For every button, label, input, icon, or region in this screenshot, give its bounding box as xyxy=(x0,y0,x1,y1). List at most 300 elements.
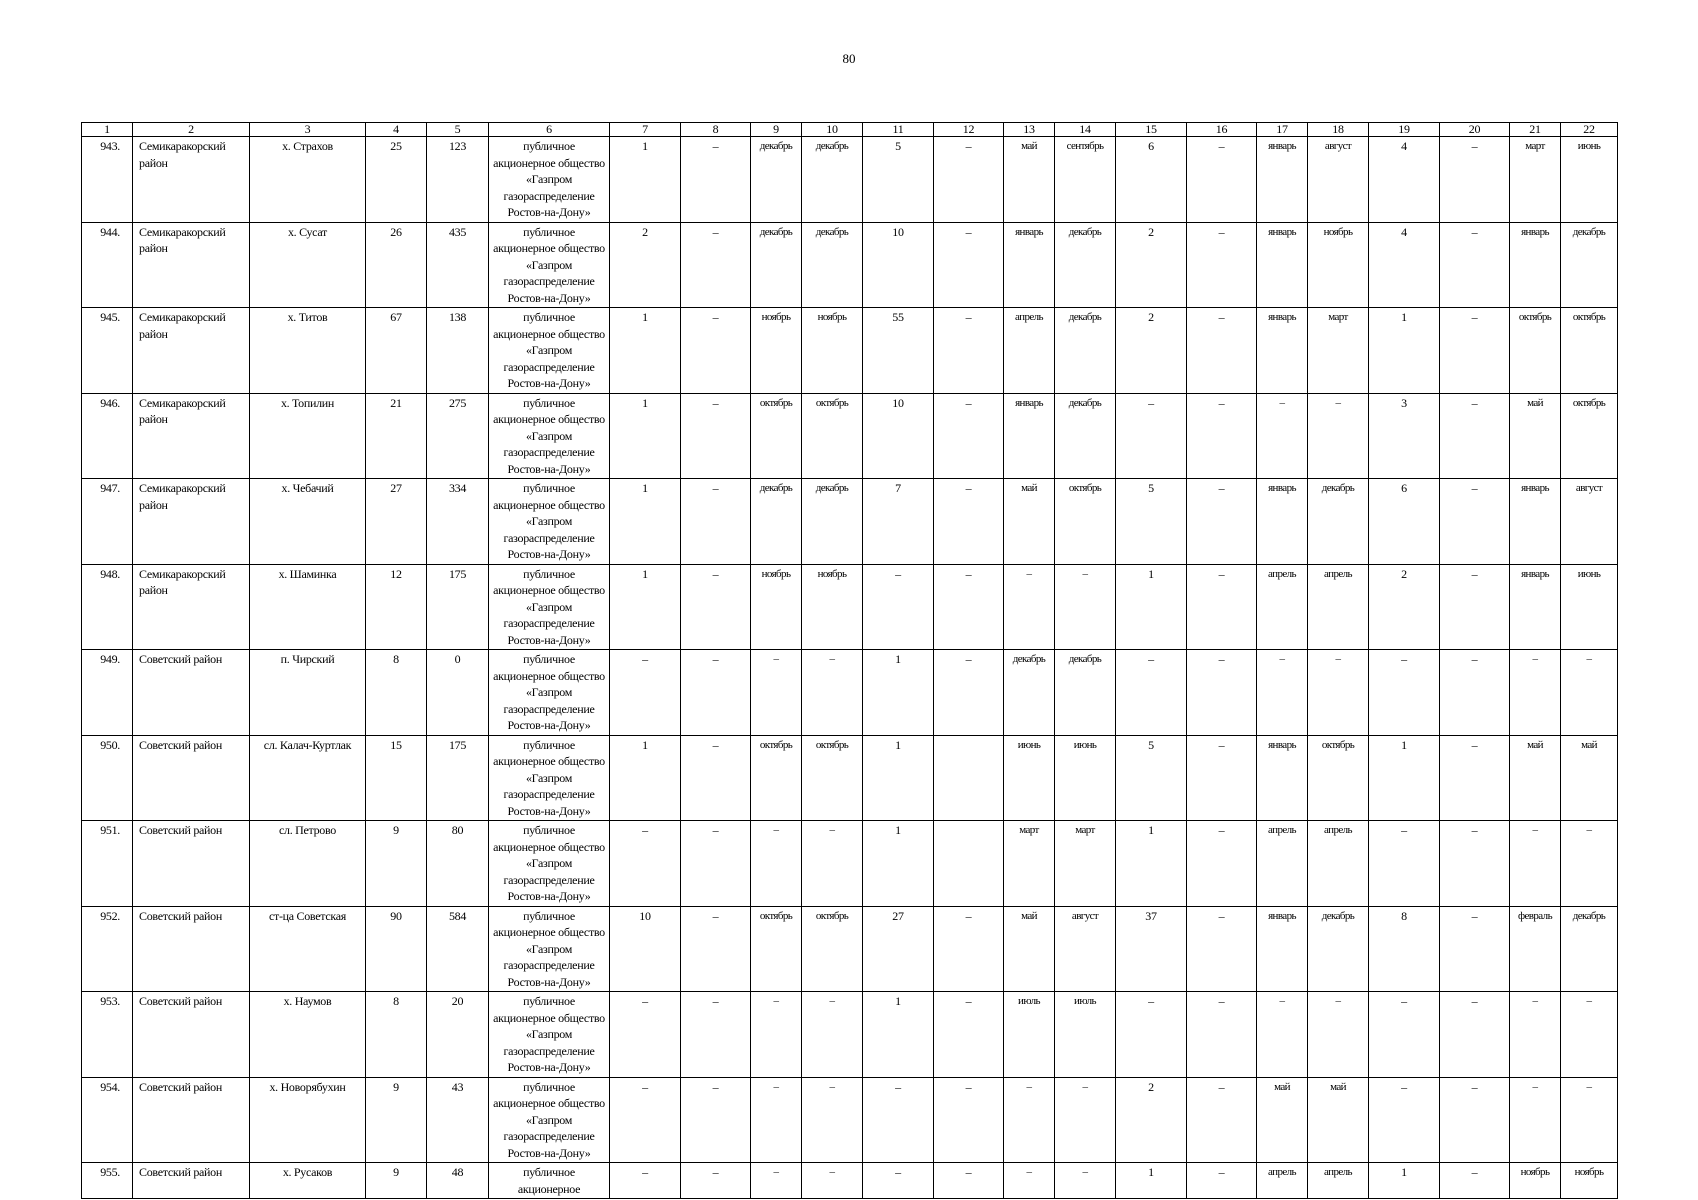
table-cell: ноябрь xyxy=(1510,1163,1561,1199)
table-cell: публичное акционерное общество «Газпром газораспределение Ростов-на-Дону» xyxy=(489,564,610,650)
table-cell: май xyxy=(1510,393,1561,479)
data-table xyxy=(81,122,1618,1199)
table-cell: х. Наумов xyxy=(250,992,366,1078)
table-cell: февраль xyxy=(1510,906,1561,992)
table-cell: Семикаракорский район xyxy=(133,222,250,308)
table-cell: январь xyxy=(1510,222,1561,308)
column-number: 18 xyxy=(1308,123,1369,137)
table-cell: сл. Калач-Куртлак xyxy=(250,735,366,821)
table-cell: Советский район xyxy=(133,992,250,1078)
table-cell: 1 xyxy=(610,564,681,650)
table-cell: 8 xyxy=(1369,906,1440,992)
table-cell: 1 xyxy=(1369,1163,1440,1199)
table-cell: – xyxy=(681,821,751,907)
table-cell: октябрь xyxy=(802,393,863,479)
table-row xyxy=(82,1077,1618,1163)
table-cell: декабрь xyxy=(1055,222,1116,308)
table-cell: июль xyxy=(1055,992,1116,1078)
table-cell: – xyxy=(1440,393,1510,479)
table-cell: 1 xyxy=(863,735,934,821)
table-row xyxy=(82,821,1618,907)
table-cell: январь xyxy=(1257,735,1308,821)
table-cell: – xyxy=(802,821,863,907)
table-cell: – xyxy=(681,1163,751,1199)
table-cell: октябрь xyxy=(751,906,802,992)
table-cell: декабрь xyxy=(1055,393,1116,479)
table-cell: – xyxy=(1510,650,1561,736)
table-cell: – xyxy=(863,1163,934,1199)
table-cell: 6 xyxy=(1369,479,1440,565)
table-cell: апрель xyxy=(1308,564,1369,650)
table-cell: 175 xyxy=(427,735,489,821)
table-cell: 37 xyxy=(1116,906,1187,992)
table-cell: – xyxy=(1440,906,1510,992)
table-cell: январь xyxy=(1257,222,1308,308)
table-cell: декабрь xyxy=(1561,906,1618,992)
table-cell: апрель xyxy=(1257,821,1308,907)
table-cell: 48 xyxy=(427,1163,489,1199)
table-cell: – xyxy=(1187,1077,1257,1163)
table-cell: – xyxy=(1004,564,1055,650)
table-cell: – xyxy=(751,992,802,1078)
table-cell: – xyxy=(1116,650,1187,736)
column-number: 10 xyxy=(802,123,863,137)
table-cell: октябрь xyxy=(1308,735,1369,821)
table-cell: – xyxy=(681,393,751,479)
column-number: 9 xyxy=(751,123,802,137)
table-cell: декабрь xyxy=(751,137,802,223)
table-cell: – xyxy=(1369,650,1440,736)
table-cell: – xyxy=(681,222,751,308)
table-cell: – xyxy=(802,1077,863,1163)
table-cell: 10 xyxy=(863,222,934,308)
table-cell: – xyxy=(1187,564,1257,650)
table-cell: май xyxy=(1510,735,1561,821)
table-cell: декабрь xyxy=(802,222,863,308)
table-cell: август xyxy=(1055,906,1116,992)
table-cell: август xyxy=(1561,479,1618,565)
table-row xyxy=(82,992,1618,1078)
table-cell: декабрь xyxy=(1055,308,1116,394)
table-cell: публичное акционерное общество «Газпром газораспределение Ростов-на-Дону» xyxy=(489,308,610,394)
table-cell: 1 xyxy=(863,992,934,1078)
column-number: 7 xyxy=(610,123,681,137)
table-cell: 43 xyxy=(427,1077,489,1163)
table-cell: апрель xyxy=(1257,1163,1308,1199)
column-number: 13 xyxy=(1004,123,1055,137)
table-cell: Советский район xyxy=(133,735,250,821)
table-cell: – xyxy=(1308,650,1369,736)
table-cell: 953. xyxy=(82,992,133,1078)
table-cell: – xyxy=(934,308,1004,394)
table-cell: публичное акционерное общество «Газпром газораспределение Ростов-на-Дону» xyxy=(489,222,610,308)
table-cell: 21 xyxy=(366,393,427,479)
column-number: 20 xyxy=(1440,123,1510,137)
table-cell: – xyxy=(1369,992,1440,1078)
table-cell: 8 xyxy=(366,992,427,1078)
table-cell: публичное акционерное общество «Газпром газораспределение Ростов-на-Дону» xyxy=(489,393,610,479)
table-cell: май xyxy=(1004,137,1055,223)
table-cell: 10 xyxy=(863,393,934,479)
table-cell: март xyxy=(1055,821,1116,907)
column-number: 14 xyxy=(1055,123,1116,137)
table-cell: 9 xyxy=(366,821,427,907)
table-cell: – xyxy=(1440,222,1510,308)
table-cell: 435 xyxy=(427,222,489,308)
table-cell: – xyxy=(863,1077,934,1163)
table-cell: апрель xyxy=(1004,308,1055,394)
table-cell: х. Шаминка xyxy=(250,564,366,650)
table-cell: 1 xyxy=(610,393,681,479)
column-number: 21 xyxy=(1510,123,1561,137)
table-cell: 2 xyxy=(1369,564,1440,650)
column-number: 4 xyxy=(366,123,427,137)
table-cell: – xyxy=(1440,735,1510,821)
table-cell: 8 xyxy=(366,650,427,736)
table-cell: – xyxy=(681,564,751,650)
table-cell: – xyxy=(1187,479,1257,565)
table-cell: ноябрь xyxy=(802,564,863,650)
table-cell: Советский район xyxy=(133,821,250,907)
table-row xyxy=(82,650,1618,736)
table-cell: – xyxy=(934,992,1004,1078)
table-cell: – xyxy=(1440,479,1510,565)
table-cell: – xyxy=(681,650,751,736)
table-cell: – xyxy=(1561,650,1618,736)
table-cell: декабрь xyxy=(1055,650,1116,736)
table-cell: – xyxy=(934,1163,1004,1199)
column-number: 2 xyxy=(133,123,250,137)
table-cell: – xyxy=(1440,992,1510,1078)
table-cell: октябрь xyxy=(1510,308,1561,394)
table-cell: Семикаракорский район xyxy=(133,308,250,394)
table-cell: 55 xyxy=(863,308,934,394)
table-cell: публичное акционерное общество «Газпром газораспределение Ростов-на-Дону» xyxy=(489,821,610,907)
table-cell: 1 xyxy=(610,735,681,821)
table-cell: – xyxy=(1561,1077,1618,1163)
table-cell: май xyxy=(1004,479,1055,565)
table-cell: ст-ца Советская xyxy=(250,906,366,992)
column-number: 12 xyxy=(934,123,1004,137)
table-cell: январь xyxy=(1257,308,1308,394)
table-row xyxy=(82,564,1618,650)
table-cell: 10 xyxy=(610,906,681,992)
table-cell: – xyxy=(751,821,802,907)
table-cell: публичное акционерное xyxy=(489,1163,610,1199)
table-cell: 1 xyxy=(610,137,681,223)
table-cell: 15 xyxy=(366,735,427,821)
table-cell: январь xyxy=(1257,906,1308,992)
table-cell: х. Страхов xyxy=(250,137,366,223)
table-cell: декабрь xyxy=(1308,906,1369,992)
table-cell: – xyxy=(934,222,1004,308)
table-cell: публичное акционерное общество «Газпром газораспределение Ростов-на-Дону» xyxy=(489,650,610,736)
table-cell: декабрь xyxy=(751,222,802,308)
table-cell: – xyxy=(934,564,1004,650)
table-cell: 1 xyxy=(863,821,934,907)
table-cell: публичное акционерное общество «Газпром газораспределение Ростов-на-Дону» xyxy=(489,1077,610,1163)
table-cell: 1 xyxy=(1116,564,1187,650)
table-cell: ноябрь xyxy=(751,564,802,650)
table-cell: – xyxy=(681,308,751,394)
table-cell: декабрь xyxy=(802,137,863,223)
table-cell: 2 xyxy=(1116,1077,1187,1163)
table-cell: – xyxy=(681,137,751,223)
table-cell: Советский район xyxy=(133,1163,250,1199)
table-cell: – xyxy=(1510,1077,1561,1163)
column-number: 11 xyxy=(863,123,934,137)
table-cell: – xyxy=(1440,564,1510,650)
table-cell: х. Русаков xyxy=(250,1163,366,1199)
table-cell: октябрь xyxy=(802,735,863,821)
table-cell: декабрь xyxy=(1561,222,1618,308)
table-cell: – xyxy=(1187,222,1257,308)
table-row xyxy=(82,222,1618,308)
column-number: 19 xyxy=(1369,123,1440,137)
table-cell: 27 xyxy=(366,479,427,565)
table-cell: ноябрь xyxy=(1561,1163,1618,1199)
table-cell: декабрь xyxy=(1308,479,1369,565)
table-cell: – xyxy=(1440,308,1510,394)
table-cell: январь xyxy=(1004,222,1055,308)
table-cell: – xyxy=(1561,821,1618,907)
table-cell: – xyxy=(1116,393,1187,479)
table-cell: – xyxy=(1440,137,1510,223)
table-cell: 80 xyxy=(427,821,489,907)
table-cell: 1 xyxy=(1116,1163,1187,1199)
column-number-row xyxy=(82,123,1618,137)
table-cell: 25 xyxy=(366,137,427,223)
table-cell: март xyxy=(1004,821,1055,907)
table-cell: Советский район xyxy=(133,906,250,992)
table-cell: октябрь xyxy=(802,906,863,992)
table-cell xyxy=(934,735,1004,821)
table-row xyxy=(82,735,1618,821)
table-cell: май xyxy=(1257,1077,1308,1163)
table-cell: 27 xyxy=(863,906,934,992)
table-cell: 5 xyxy=(863,137,934,223)
table-cell: – xyxy=(751,1077,802,1163)
table-cell: 0 xyxy=(427,650,489,736)
table-cell: публичное акционерное общество «Газпром газораспределение Ростов-на-Дону» xyxy=(489,735,610,821)
table-cell: 954. xyxy=(82,1077,133,1163)
table-cell: 20 xyxy=(427,992,489,1078)
table-cell: декабрь xyxy=(1004,650,1055,736)
table-cell: апрель xyxy=(1308,821,1369,907)
table-cell: сл. Петрово xyxy=(250,821,366,907)
table-cell: август xyxy=(1308,137,1369,223)
table-cell: – xyxy=(610,1077,681,1163)
table-cell: – xyxy=(1510,821,1561,907)
table-cell: – xyxy=(681,1077,751,1163)
table-cell: 9 xyxy=(366,1163,427,1199)
table-cell: 952. xyxy=(82,906,133,992)
table-cell: 26 xyxy=(366,222,427,308)
table-cell: – xyxy=(751,1163,802,1199)
table-cell: – xyxy=(1055,1077,1116,1163)
table-cell: – xyxy=(1187,821,1257,907)
table-cell: – xyxy=(1440,1077,1510,1163)
column-number: 15 xyxy=(1116,123,1187,137)
table-cell: – xyxy=(681,479,751,565)
table-cell: Советский район xyxy=(133,650,250,736)
table-cell: июнь xyxy=(1055,735,1116,821)
table-cell: Семикаракорский район xyxy=(133,393,250,479)
table-cell: 1 xyxy=(610,479,681,565)
table-cell: 138 xyxy=(427,308,489,394)
table-cell: – xyxy=(1055,564,1116,650)
table-cell: – xyxy=(1440,821,1510,907)
table-cell: 2 xyxy=(1116,222,1187,308)
table-cell: 1 xyxy=(1116,821,1187,907)
table-cell: май xyxy=(1004,906,1055,992)
table-cell: – xyxy=(610,1163,681,1199)
table-cell: – xyxy=(1257,992,1308,1078)
table-cell: январь xyxy=(1510,479,1561,565)
table-cell: – xyxy=(1257,650,1308,736)
table-cell: – xyxy=(751,650,802,736)
table-cell: декабрь xyxy=(802,479,863,565)
table-cell: январь xyxy=(1257,137,1308,223)
table-cell: 5 xyxy=(1116,479,1187,565)
table-cell: 955. xyxy=(82,1163,133,1199)
table-cell: 7 xyxy=(863,479,934,565)
table-cell: 1 xyxy=(863,650,934,736)
table-cell: 5 xyxy=(1116,735,1187,821)
table-cell: 12 xyxy=(366,564,427,650)
table-cell: ноябрь xyxy=(751,308,802,394)
table-cell: ноябрь xyxy=(1308,222,1369,308)
table-row xyxy=(82,308,1618,394)
table-cell: – xyxy=(1369,1077,1440,1163)
table-cell: 947. xyxy=(82,479,133,565)
table-cell: ноябрь xyxy=(802,308,863,394)
table-cell: 67 xyxy=(366,308,427,394)
table-cell: – xyxy=(863,564,934,650)
table-cell: – xyxy=(1440,1163,1510,1199)
table-cell: 123 xyxy=(427,137,489,223)
table-cell: – xyxy=(1004,1077,1055,1163)
table-cell: 945. xyxy=(82,308,133,394)
table-cell: 1 xyxy=(1369,735,1440,821)
table-cell: апрель xyxy=(1308,1163,1369,1199)
table-cell: – xyxy=(610,650,681,736)
table-cell: 1 xyxy=(1369,308,1440,394)
column-number: 22 xyxy=(1561,123,1618,137)
table-cell: – xyxy=(934,393,1004,479)
table-cell: – xyxy=(934,137,1004,223)
table-cell: октябрь xyxy=(1561,393,1618,479)
table-cell: октябрь xyxy=(751,393,802,479)
table-row xyxy=(82,137,1618,223)
table-cell: 943. xyxy=(82,137,133,223)
table-cell: март xyxy=(1510,137,1561,223)
table-cell: 90 xyxy=(366,906,427,992)
table-cell: 3 xyxy=(1369,393,1440,479)
table-cell: – xyxy=(610,992,681,1078)
table-cell: – xyxy=(802,650,863,736)
table-cell: октябрь xyxy=(1055,479,1116,565)
table-cell: 2 xyxy=(610,222,681,308)
table-cell: х. Сусат xyxy=(250,222,366,308)
table-cell: – xyxy=(1440,650,1510,736)
table-cell: – xyxy=(1187,992,1257,1078)
table-cell: – xyxy=(681,735,751,821)
table-cell: январь xyxy=(1510,564,1561,650)
table-cell: июнь xyxy=(1561,564,1618,650)
table-cell: октябрь xyxy=(1561,308,1618,394)
table-cell: июль xyxy=(1004,992,1055,1078)
table-cell: публичное акционерное общество «Газпром газораспределение Ростов-на-Дону» xyxy=(489,479,610,565)
table-cell: июнь xyxy=(1004,735,1055,821)
table-cell: – xyxy=(934,1077,1004,1163)
table-body xyxy=(82,123,1618,1199)
table-cell: – xyxy=(1257,393,1308,479)
table-cell: х. Титов xyxy=(250,308,366,394)
table-cell: публичное акционерное общество «Газпром газораспределение Ростов-на-Дону» xyxy=(489,906,610,992)
table-cell: – xyxy=(1187,906,1257,992)
table-cell: май xyxy=(1308,1077,1369,1163)
table-row xyxy=(82,393,1618,479)
table-cell: х. Чебачий xyxy=(250,479,366,565)
table-cell: 946. xyxy=(82,393,133,479)
table-cell: – xyxy=(1187,1163,1257,1199)
table-cell: июнь xyxy=(1561,137,1618,223)
table-cell: п. Чирский xyxy=(250,650,366,736)
table-cell: – xyxy=(1187,393,1257,479)
table-cell: сентябрь xyxy=(1055,137,1116,223)
table-cell: – xyxy=(610,821,681,907)
column-number: 17 xyxy=(1257,123,1308,137)
table-cell: 4 xyxy=(1369,137,1440,223)
table-cell: декабрь xyxy=(751,479,802,565)
table-cell: – xyxy=(1187,308,1257,394)
table-cell: апрель xyxy=(1257,564,1308,650)
table-cell: публичное акционерное общество «Газпром газораспределение Ростов-на-Дону» xyxy=(489,992,610,1078)
table-cell: – xyxy=(934,650,1004,736)
column-number: 16 xyxy=(1187,123,1257,137)
table-cell: Семикаракорский район xyxy=(133,564,250,650)
table-cell: – xyxy=(934,906,1004,992)
table-row xyxy=(82,906,1618,992)
table-cell: 2 xyxy=(1116,308,1187,394)
table-cell: х. Новорябухин xyxy=(250,1077,366,1163)
table-cell: х. Топилин xyxy=(250,393,366,479)
table-cell: 951. xyxy=(82,821,133,907)
table-cell: – xyxy=(1308,393,1369,479)
column-number: 5 xyxy=(427,123,489,137)
table-cell: – xyxy=(681,992,751,1078)
table-cell: публичное акционерное общество «Газпром газораспределение Ростов-на-Дону» xyxy=(489,137,610,223)
table-cell: 1 xyxy=(610,308,681,394)
table-cell: 9 xyxy=(366,1077,427,1163)
table-cell: – xyxy=(1308,992,1369,1078)
table-cell: – xyxy=(1510,992,1561,1078)
table-cell: 4 xyxy=(1369,222,1440,308)
table-cell: 175 xyxy=(427,564,489,650)
table-cell: 949. xyxy=(82,650,133,736)
table-cell: – xyxy=(1004,1163,1055,1199)
table-cell: 6 xyxy=(1116,137,1187,223)
table-cell: январь xyxy=(1004,393,1055,479)
table-cell: 948. xyxy=(82,564,133,650)
table-cell: Семикаракорский район xyxy=(133,479,250,565)
table-cell: – xyxy=(1187,650,1257,736)
table-cell xyxy=(934,821,1004,907)
table-cell: – xyxy=(934,479,1004,565)
table-row xyxy=(82,479,1618,565)
table-cell: март xyxy=(1308,308,1369,394)
